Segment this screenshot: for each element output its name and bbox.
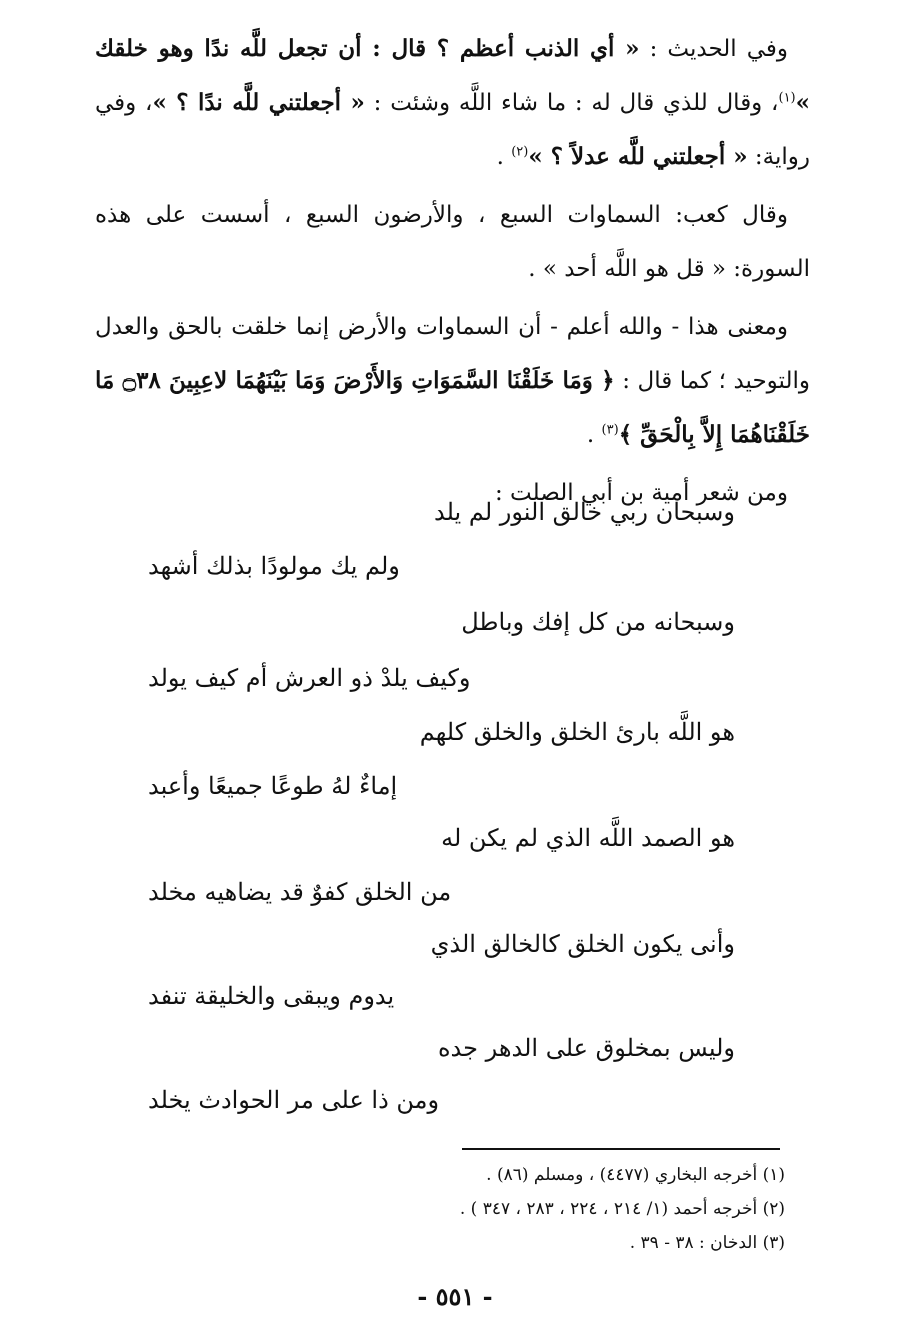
footnote: (٢) أخرجه أحمد (١/ ٢١٤ ، ٢٢٤ ، ٢٨٣ ، ٣٤٧ ) . xyxy=(459,1199,785,1219)
poem-sadr: هو الصمد اللَّه الذي لم يكن له xyxy=(441,824,735,852)
hadith-quote: « أي الذنب أعظم ؟ قال : أن تجعل للَّه ندًا وهو خلقك » xyxy=(95,35,810,116)
poem-ajuz: وكيف يلدْ ذو العرش أم كيف يولد xyxy=(148,664,471,692)
text-segment: وقال كعب: السماوات السبع ، والأرضون السبع ، أسست على هذه السورة: « قل هو اللَّه أحد » . xyxy=(95,202,810,282)
poem-ajuz: إماءٌ لهُ طوعًا جميعًا وأعبد xyxy=(148,772,398,800)
text-segment: وفي الحديث : xyxy=(639,36,788,62)
text-segment: ومعنى هذا - والله أعلم - أن السماوات والأرض إنما خلقت بالحق والعدل والتوحيد ؛ كما قال : xyxy=(95,314,810,394)
text-segment: . xyxy=(496,144,512,170)
poem-sadr: وسبحانه من كل إفك وباطل xyxy=(461,608,735,636)
poem-ajuz: ولم يك مولودًا بذلك أشهد xyxy=(148,552,400,580)
paragraph-meaning xyxy=(95,300,810,462)
paragraph-hadith xyxy=(95,22,810,184)
page-number: - ٥٥١ - xyxy=(417,1282,493,1311)
poem-sadr: هو اللَّه بارئ الخلق والخلق كلهم xyxy=(419,718,735,746)
hadith-quote: « أجعلتني للَّه ندًا ؟ » xyxy=(152,89,365,116)
footnote-ref: (٢) xyxy=(511,144,529,160)
poem-sadr: وأنى يكون الخلق كالخالق الذي xyxy=(430,930,735,958)
footnote: (١) أخرجه البخاري (٤٤٧٧) ، ومسلم (٨٦) . xyxy=(486,1165,785,1185)
poem-sadr: وسبحان ربي خالق النور لم يلد xyxy=(434,498,735,526)
hadith-quote: « أجعلتني للَّه عدلاً ؟ » xyxy=(528,143,748,170)
footnotes xyxy=(185,1158,785,1260)
main-text xyxy=(95,22,810,524)
text-segment: . xyxy=(586,422,602,448)
poem-sadr: وليس بمخلوق على الدهر جده xyxy=(437,1034,735,1062)
text-segment: ، وفي رواية: xyxy=(95,90,810,170)
footnote-ref: (١) xyxy=(778,90,796,106)
poem-ajuz: يدوم ويبقى والخليقة تنفد xyxy=(148,982,395,1010)
poem-ajuz: ومن ذا على مر الحوادث يخلد xyxy=(148,1086,440,1114)
text-segment: ، وقال للذي قال له : ما شاء اللَّه وشئت : xyxy=(364,90,779,116)
quran-verse: ﴿ وَمَا خَلَقْنَا السَّمَوَاتِ وَالأَرْضَ وَمَا بَيْنَهُمَا لاعِبِينَ ۝٣٨ مَا خَلَقْنَاهُمَا إِلاَّ بِالْحَقِّ ﴾ xyxy=(95,367,810,448)
footnote-divider xyxy=(462,1148,780,1150)
text-segment: ومن شعر أمية بن أبي الصلت : xyxy=(494,480,788,506)
footnote: (٣) الدخان : ٣٨ - ٣٩ . xyxy=(629,1233,785,1253)
paragraph-kaab xyxy=(95,188,810,296)
footnote-ref: (٣) xyxy=(601,422,619,438)
poem-ajuz: من الخلق كفوٌ قد يضاهيه مخلد xyxy=(148,878,452,906)
